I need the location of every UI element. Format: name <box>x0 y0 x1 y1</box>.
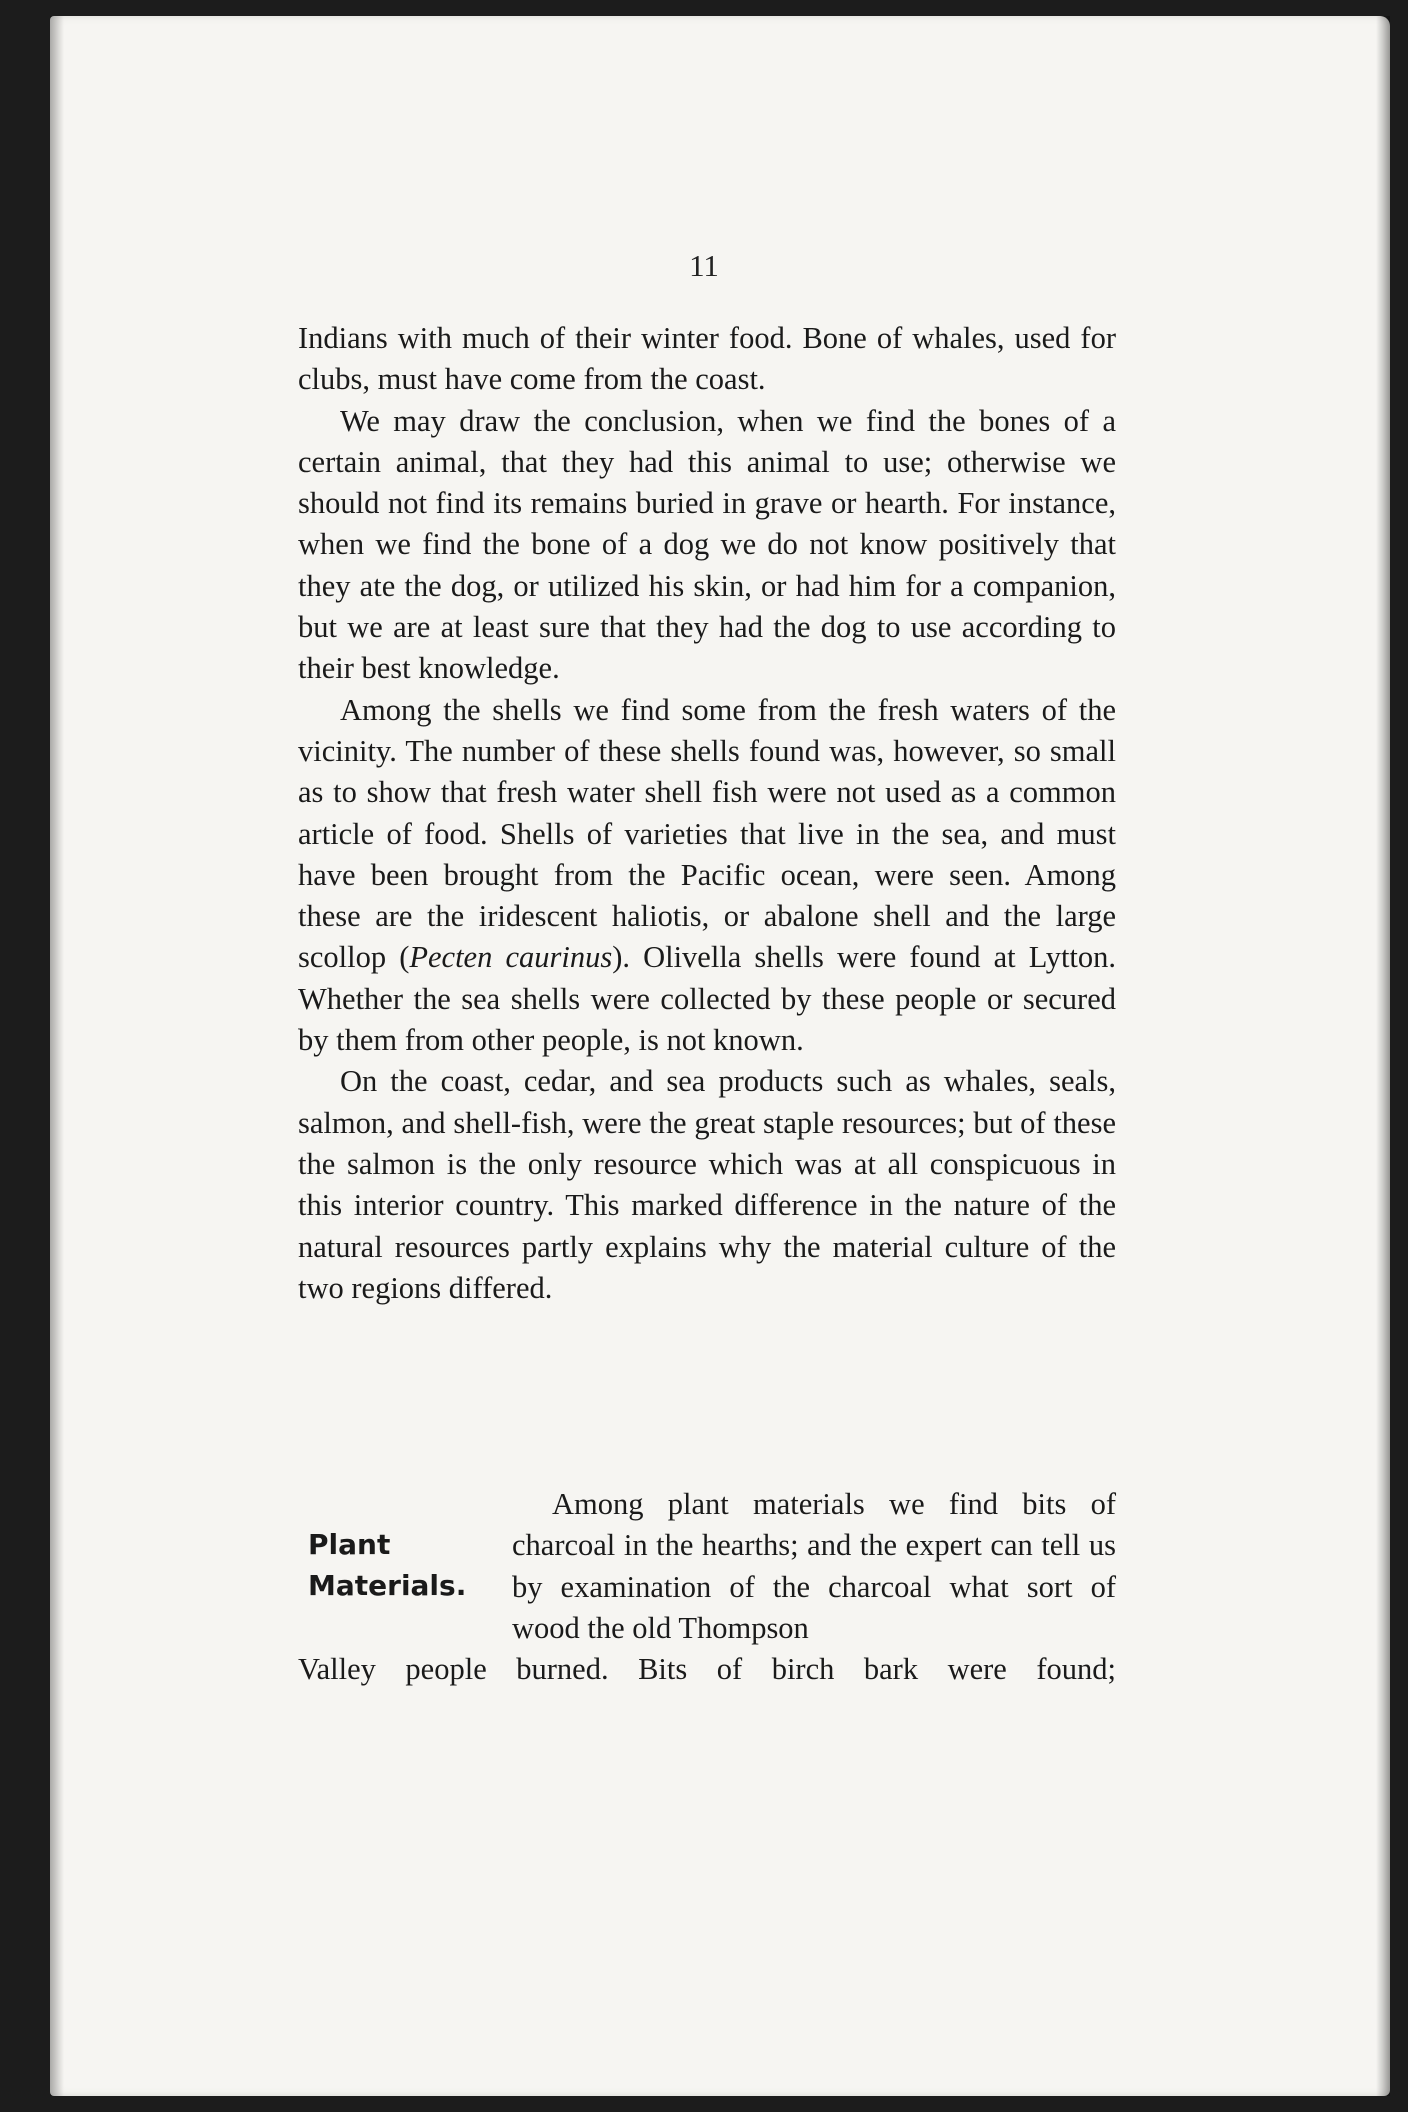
paragraph-3-text-b: ). Olivella shells were found at Lytton. Whether the sea shells were collected by these people or secured by them from other people, is not known. <box>298 940 1117 1058</box>
paragraph-3 <box>298 690 1116 1062</box>
side-heading-line-2: Materials. <box>308 1569 467 1603</box>
paragraph-1: Indians with much of their winter food. Bone of whales, used for clubs, must have come from the coast. <box>298 321 1116 397</box>
page-right-edge-shadow <box>1376 16 1390 2096</box>
plant-materials-column <box>512 1484 1116 1649</box>
paragraph-2: We may draw the conclusion, when we find the bones of a certain animal, that they had this animal to use; otherwise we should not find its remains buried in grave or hearth. For instance, when we find the bone of a dog we do not know positively that they ate the dog, or utilized his skin, or had him for a companion, but we are at least sure that they had the dog to use according to their best knowledge. <box>298 403 1116 686</box>
paragraph-3-text-a: Among the shells we find some from the fresh waters of the vicinity. The number of these shells found was, however, so small as to show that fresh water shell fish were not used as a common article of food. Shells of varieties that live in the sea, and must have been brought from the Pacific ocean, were seen. Among these are the iridescent haliotis, or abalone shell and the large scollop ( <box>298 692 1116 975</box>
main-text-block <box>298 318 1116 1309</box>
plant-materials-section <box>298 1484 1116 1690</box>
side-heading-line-1: Plant <box>308 1528 391 1561</box>
page-left-edge-shadow <box>50 16 64 2096</box>
side-heading <box>308 1524 508 1607</box>
species-name-italic: Pecten caurinus <box>409 940 613 975</box>
plant-materials-continuation: Valley people burned. Bits of birch bark were found; <box>298 1652 1116 1687</box>
plant-materials-column-text: Among plant materials we find bits of charcoal in the hearths; and the expert can tell us by examination of the charcoal what sort of wood the old Thompson <box>512 1487 1116 1645</box>
paragraph-4: On the coast, cedar, and sea products such as whales, seals, salmon, and shell-fish, were the great staple resources; but of these the salmon is the only resource which was at all conspicuous in this interior country. This marked difference in the nature of the natural resources partly explains why the material culture of the two regions differed. <box>298 1064 1116 1305</box>
page-number: 11 <box>689 248 719 283</box>
